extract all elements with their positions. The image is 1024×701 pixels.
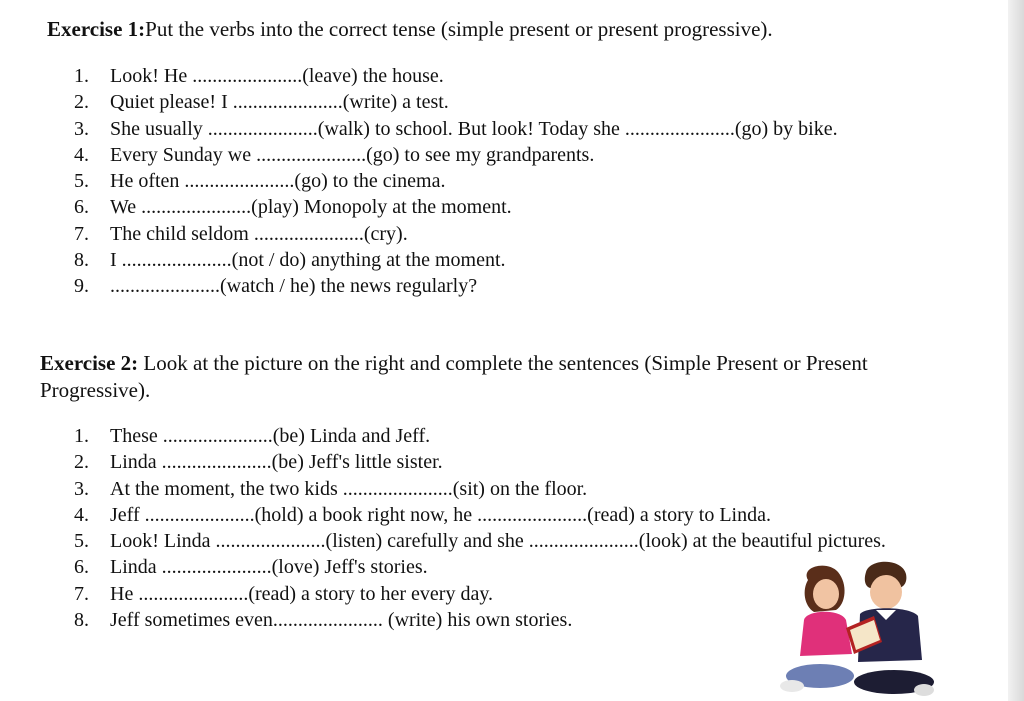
list-item [74, 221, 974, 247]
item-number: 8. [74, 609, 89, 632]
item-number: 4. [74, 503, 89, 526]
list-item [74, 502, 994, 528]
item-number: 7. [74, 222, 89, 245]
item-text: ......................(watch / he) the news regularly? [110, 275, 478, 298]
item-text: Jeff ......................(hold) a book right now, he ......................(read) a story to Linda. [110, 503, 771, 526]
item-number: 6. [74, 196, 89, 219]
exercise-1-label: Exercise 1: [47, 17, 146, 41]
girl-shirt [800, 612, 852, 656]
exercise-1-list [74, 63, 974, 300]
item-number: 3. [74, 117, 89, 140]
list-item [74, 476, 994, 502]
item-number: 3. [74, 477, 89, 500]
list-item [74, 168, 974, 194]
list-item [74, 423, 994, 449]
list-item [74, 528, 994, 554]
item-text: He ......................(read) a story to her every day. [110, 582, 494, 605]
exercise-2-title [40, 350, 970, 404]
exercise-2-label: Exercise 2: [40, 351, 139, 375]
list-item [74, 449, 994, 475]
item-number: 9. [74, 275, 89, 298]
item-text: Look! Linda ......................(listen) carefully and she ......................(look) at the beautiful pictures. [110, 530, 886, 553]
item-text: Linda ......................(love) Jeff's stories. [110, 556, 428, 579]
list-item [74, 142, 974, 168]
item-number: 1. [74, 65, 89, 87]
kids-reading-illustration [770, 558, 938, 701]
item-text: Every Sunday we ......................(go) to see my grandparents. [110, 143, 595, 166]
list-item [74, 273, 974, 299]
list-item [74, 63, 974, 89]
item-text: He often ......................(go) to the cinema. [110, 170, 446, 193]
girl-face [813, 579, 839, 609]
page-edge-shadow [1008, 0, 1024, 701]
exercise-1-instructions: Put the verbs into the correct tense (simple present or present progressive). [145, 17, 773, 41]
boy-shoe [914, 684, 934, 696]
item-number: 7. [74, 582, 89, 605]
item-number: 4. [74, 143, 89, 166]
item-number: 1. [74, 425, 89, 447]
item-number: 8. [74, 249, 89, 272]
item-text: The child seldom ......................(cry). [110, 222, 408, 245]
list-item [74, 247, 974, 273]
exercise-1-title [47, 16, 773, 42]
list-item [74, 89, 974, 115]
item-text: I ......................(not / do) anything at the moment. [110, 249, 506, 272]
item-number: 2. [74, 451, 89, 474]
list-item [74, 116, 974, 142]
item-text: We ......................(play) Monopoly at the moment. [110, 196, 512, 219]
girl-shoe [780, 680, 804, 692]
item-number: 6. [74, 556, 89, 579]
list-item [74, 194, 974, 220]
item-text: At the moment, the two kids ......................(sit) on the floor. [110, 477, 588, 500]
exercise-2-instructions: Look at the picture on the right and complete the sentences (Simple Present or Present Progressive). [40, 351, 868, 402]
item-text: Jeff sometimes even...................... (write) his own stories. [110, 609, 573, 632]
boy-face [870, 575, 902, 609]
item-text: Linda ......................(be) Jeff's little sister. [110, 451, 443, 474]
item-text: These ......................(be) Linda and Jeff. [110, 425, 431, 447]
item-text: Look! He ......................(leave) the house. [110, 65, 444, 87]
item-number: 5. [74, 170, 89, 193]
item-text: Quiet please! I ......................(write) a test. [110, 91, 449, 114]
item-number: 5. [74, 530, 89, 553]
item-number: 2. [74, 91, 89, 114]
item-text: She usually ......................(walk) to school. But look! Today she ......................(go) by bike. [110, 117, 838, 140]
